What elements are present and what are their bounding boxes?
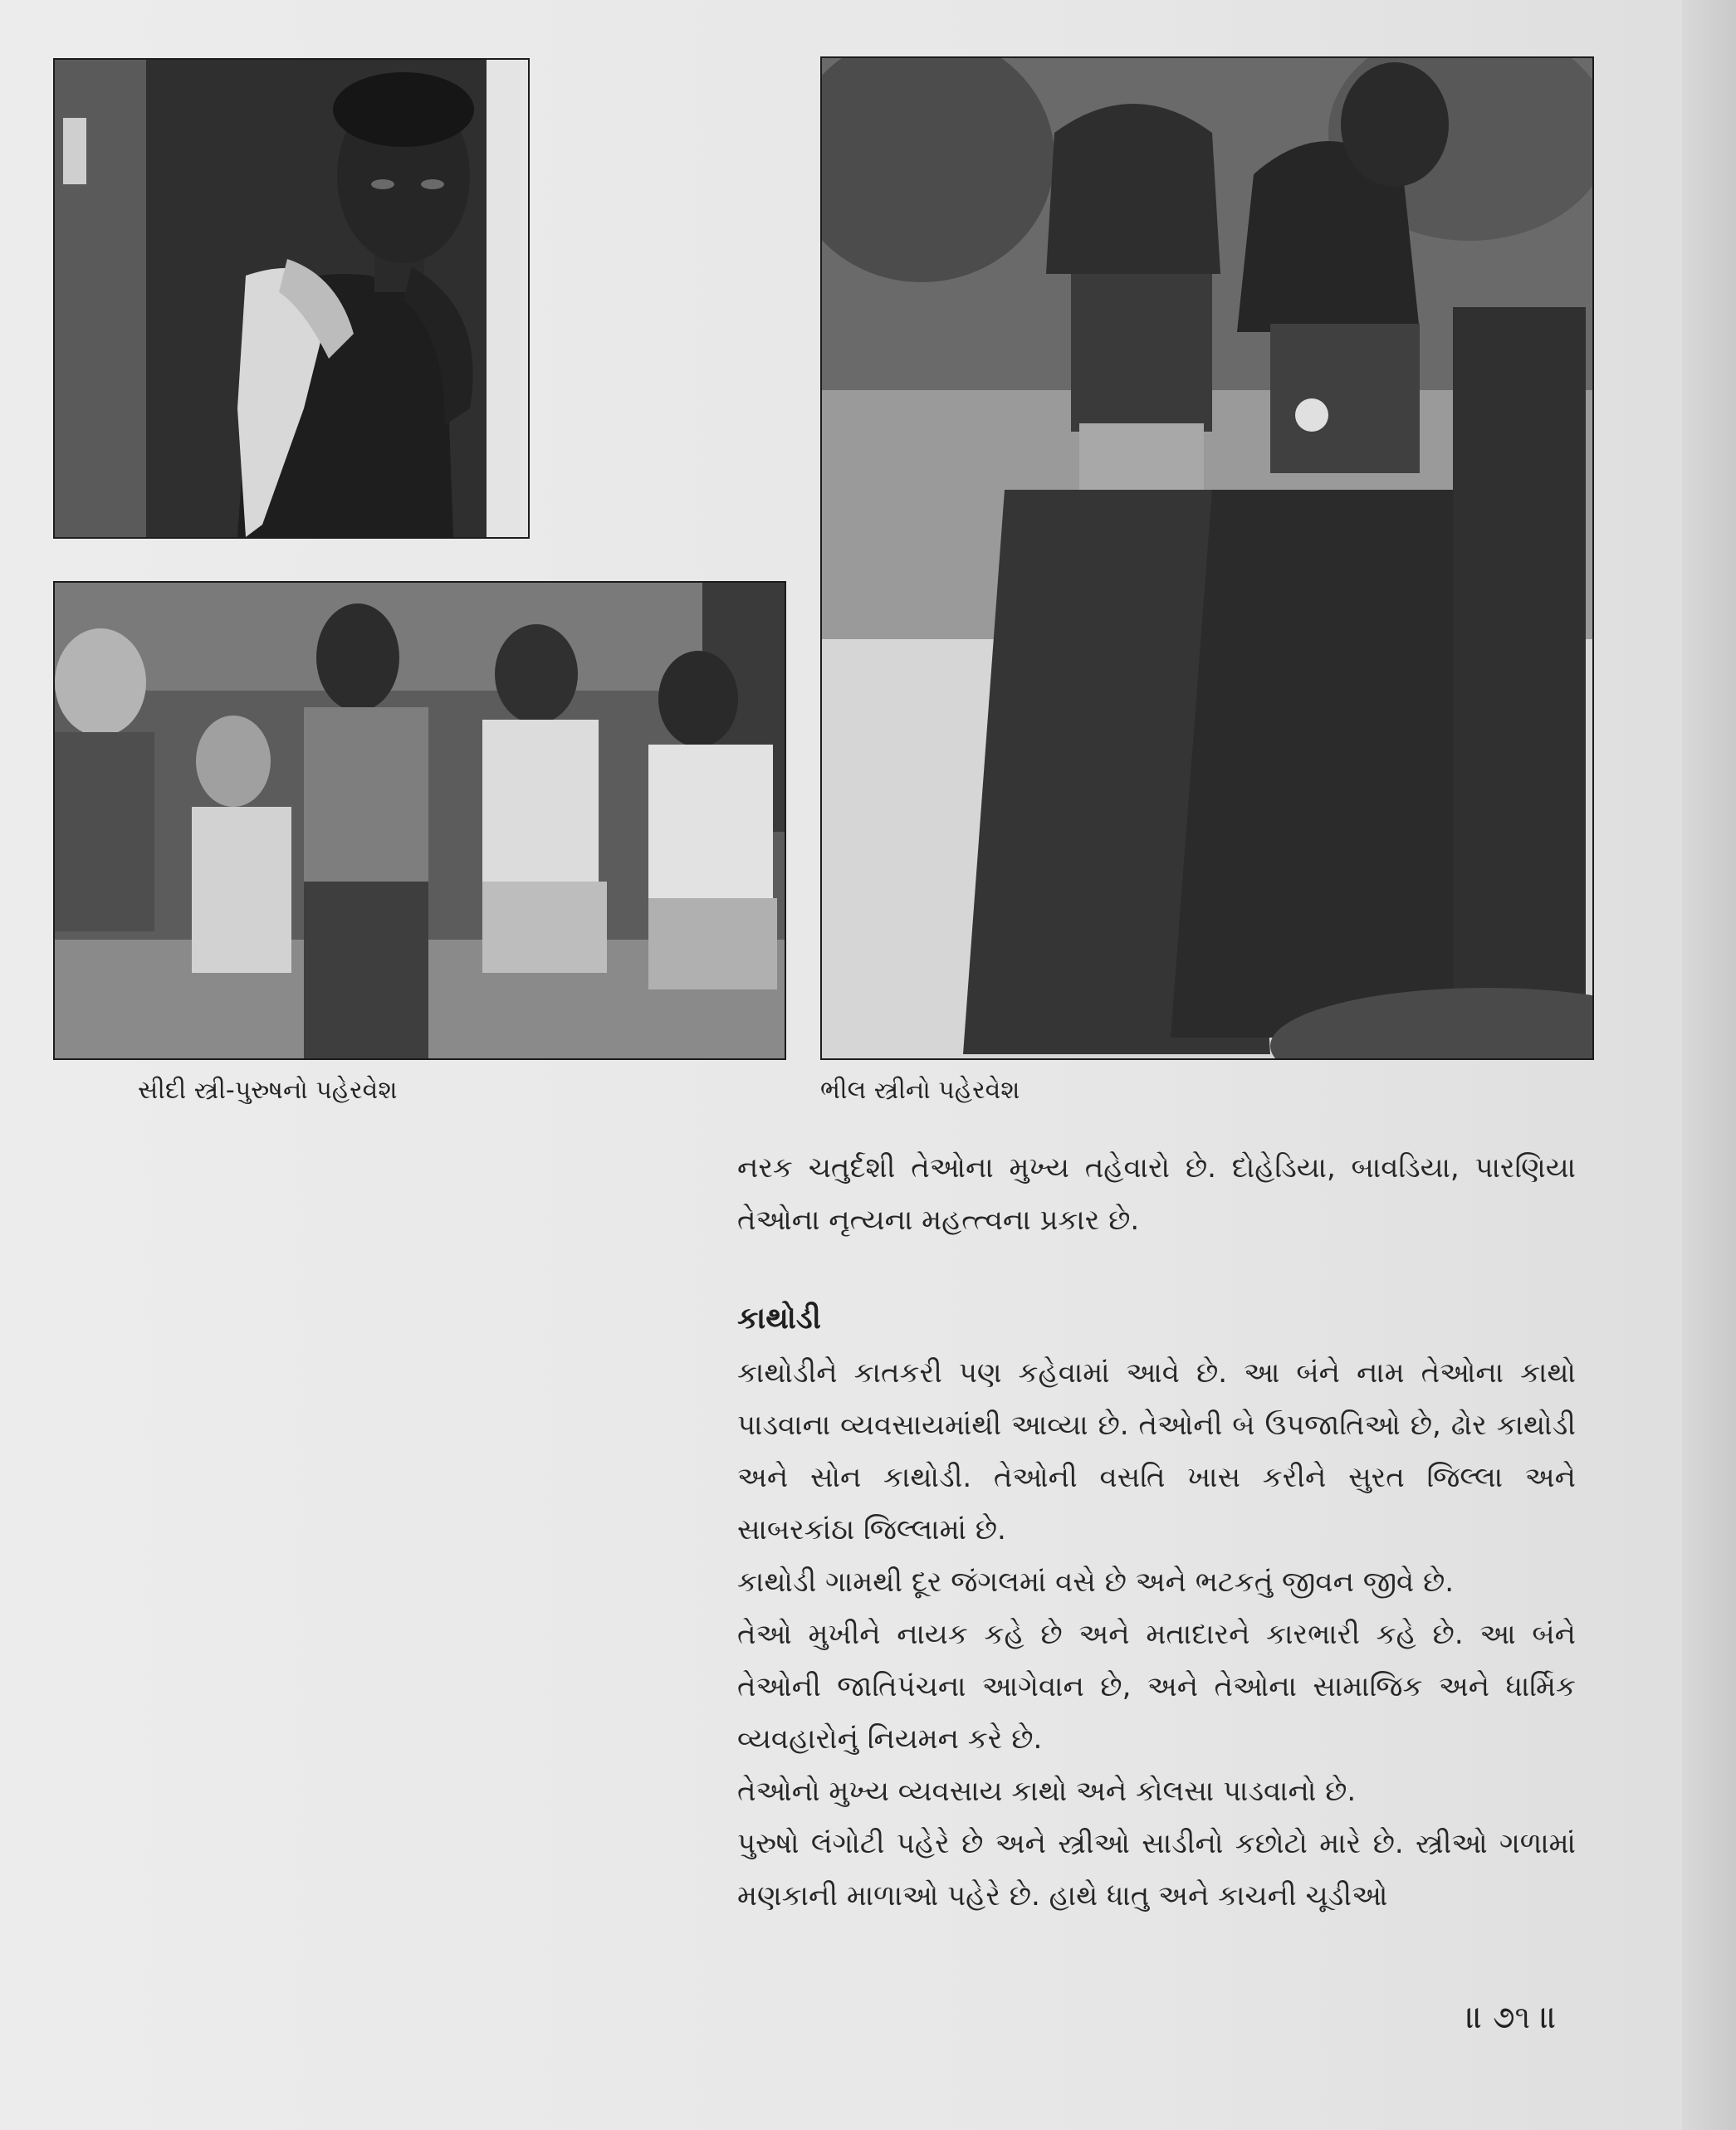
page-edge-shadow [1682, 0, 1736, 2130]
page-number: ॥ ૭૧ ॥ [1466, 1999, 1558, 2035]
paragraph: તેઓનો મુખ્ય વ્યવસાય કાથો અને કોલસા પાડવાનો છે. [737, 1775, 1357, 1808]
intro-paragraph [737, 1142, 1576, 1247]
photo-siddi-group [53, 581, 786, 1060]
paragraph: કાથોડીને કાતકરી પણ કહેવામાં આવે છે. આ બંને નામ તેઓના કાથો પાડવાના વ્યવસાયમાંથી આવ્યા છે. તેઓની બે ઉપજાતિઓ છે, ઢોર કાથોડી અને સોન કાથોડી. તેઓની વસતિ ખાસ કરીને સુરત જિલ્લા અને સાબરકાંઠા જિલ્લામાં છે. [737, 1356, 1576, 1546]
photo-bhil-women [820, 56, 1594, 1060]
paragraph: તેઓ મુખીને નાયક કહે છે અને મતાદારને કારભારી કહે છે. આ બંને તેઓની જાતિપંચના આગેવાન છે, અને તેઓના સામાજિક અને ધાર્મિક વ્યવહારોનું નિયમન કરે છે. [737, 1618, 1576, 1756]
section-heading-kathodi: કાથોડી [737, 1302, 821, 1336]
paragraph: પુરુષો લંગોટી પહેરે છે અને સ્ત્રીઓ સાડીનો કછોટો મારે છે. સ્ત્રીઓ ગળામાં મણકાની માળાઓ પહેરે છે. હાથે ધાતુ અને કાચની ચૂડીઓ [737, 1827, 1576, 1913]
section-body [737, 1347, 1576, 1922]
photo-siddi-woman [53, 58, 530, 539]
caption-siddi-dress: સીદી સ્ત્રી-પુરુષનો પહેરવેશ [138, 1076, 398, 1105]
paragraph: નરક ચતુર્દશી તેઓના મુખ્ય તહેવારો છે. દોહેડિયા, બાવડિયા, પારણિયા તેઓના નૃત્યના મહત્ત્વના પ્રકાર છે. [737, 1151, 1576, 1237]
paragraph: કાથોડી ગામથી દૂર જંગલમાં વસે છે અને ભટકતું જીવન જીવે છે. [737, 1566, 1455, 1599]
caption-bhil-dress: ભીલ સ્ત્રીનો પહેરવેશ [820, 1076, 1020, 1105]
